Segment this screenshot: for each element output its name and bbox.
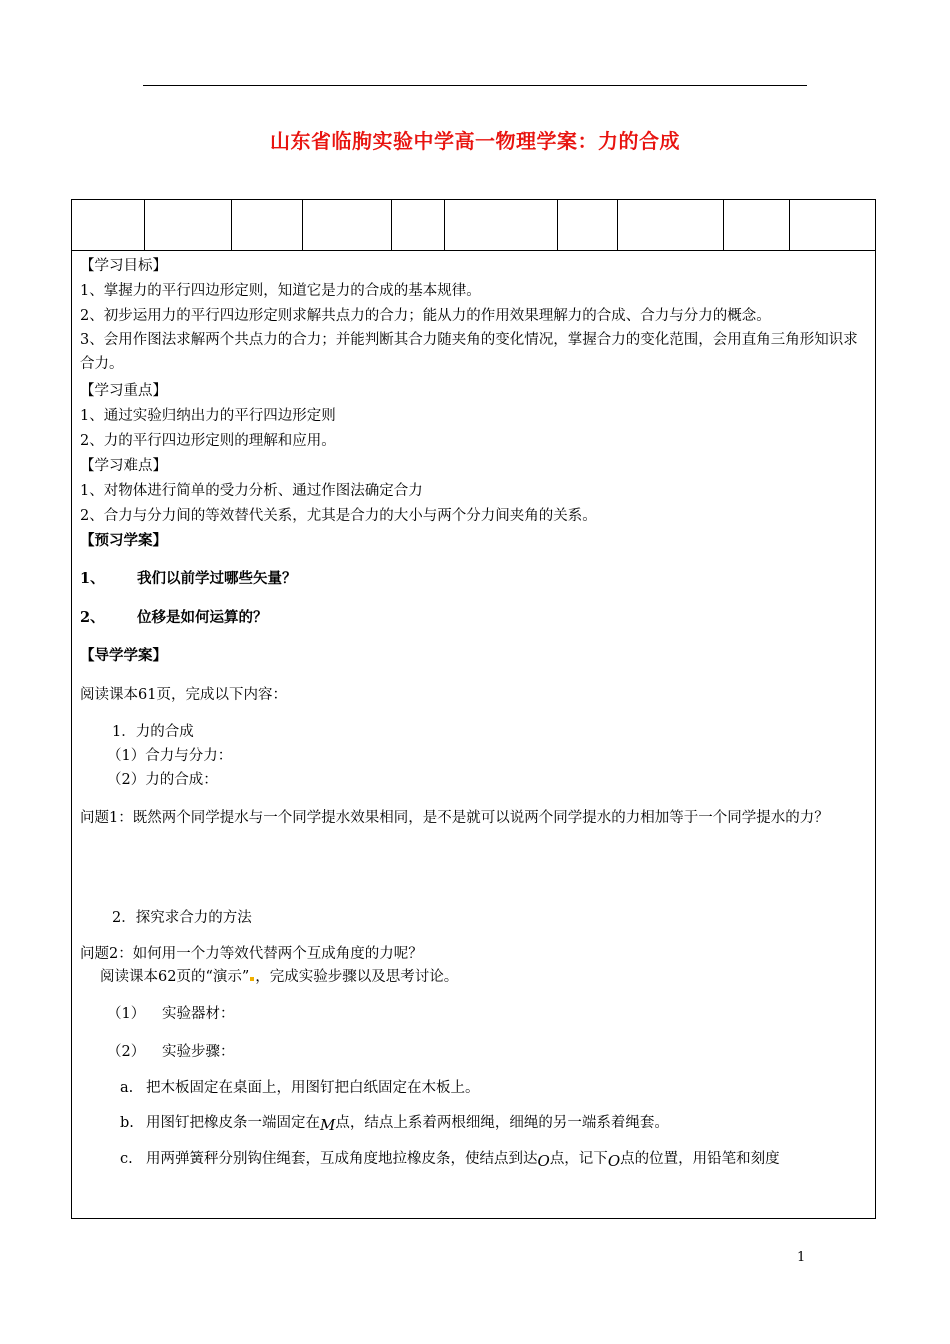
steps-item bbox=[107, 1042, 235, 1062]
section-1-item: （2）力的合成： bbox=[107, 772, 218, 788]
keypoint-item: 2、力的平行四边形定则的理解和应用。 bbox=[80, 433, 336, 449]
reading-instruction bbox=[100, 967, 458, 987]
keypoint-item: 1、通过实验归纳出力的平行四边形定则 bbox=[80, 408, 336, 424]
reading-instruction-part: ，完成实验步骤以及思考讨论。 bbox=[255, 969, 459, 985]
objective-item: 3、会用作图法求解两个共点力的合力；并能判断其合力随夹角的变化情况，掌握合力的变化范围，会用直角三角形知识求合力。 bbox=[80, 332, 858, 372]
top-rule bbox=[143, 85, 807, 86]
question-2: 问题2：如何用一个力等效代替两个互成角度的力呢？ bbox=[80, 946, 423, 962]
header-cell bbox=[445, 200, 558, 250]
page-title: 山东省临朐实验中学高一物理学案：力的合成 bbox=[270, 129, 680, 153]
header-row bbox=[72, 200, 875, 251]
keypoints-heading: 【学习重点】 bbox=[80, 383, 167, 399]
objectives-heading: 【学习目标】 bbox=[80, 258, 167, 274]
difficulty-item: 2、合力与分力间的等效替代关系，尤其是合力的大小与两个分力间夹角的关系。 bbox=[80, 508, 597, 524]
preview-item bbox=[80, 569, 297, 589]
worksheet-table bbox=[71, 199, 876, 1219]
step-label: b. bbox=[120, 1115, 134, 1131]
variable-o: O bbox=[607, 1152, 621, 1170]
header-cell bbox=[724, 200, 790, 250]
section-2-title: 2．探究求合力的方法 bbox=[112, 910, 252, 926]
step-a bbox=[120, 1078, 480, 1098]
step-label: a. bbox=[120, 1080, 134, 1096]
step-text: 用图钉把橡皮条一端固定在 bbox=[146, 1115, 320, 1131]
item-number: （1） bbox=[107, 1006, 146, 1022]
reading-instruction-part: 阅读课本62页的“演示” bbox=[100, 969, 250, 985]
item-text: 实验步骤： bbox=[162, 1044, 235, 1060]
variable-m: M bbox=[320, 1116, 336, 1134]
header-cell bbox=[145, 200, 232, 250]
objective-item: 2、初步运用力的平行四边形定则求解共点力的合力；能从力的作用效果理解力的合成、合力与分力的概念。 bbox=[80, 308, 771, 324]
step-c bbox=[120, 1148, 780, 1169]
objective-item: 1、掌握力的平行四边形定则，知道它是力的合成的基本规律。 bbox=[80, 283, 481, 299]
question-1: 问题1：既然两个同学提水与一个同学提水效果相同，是不是就可以说两个同学提水的力相加等于一个同学提水的力？ bbox=[80, 810, 829, 826]
item-text: 实验器材： bbox=[162, 1006, 235, 1022]
preview-heading: 【预习学案】 bbox=[80, 532, 167, 549]
item-number: （2） bbox=[107, 1044, 146, 1060]
step-b bbox=[120, 1112, 669, 1133]
section-1-item: （1）合力与分力： bbox=[107, 748, 233, 764]
step-label: c. bbox=[120, 1151, 133, 1167]
step-text: 点的位置，用铅笔和刻度 bbox=[620, 1151, 780, 1167]
preview-item-text: 位移是如何运算的？ bbox=[137, 609, 268, 626]
preview-item bbox=[80, 608, 268, 628]
guide-heading: 【导学学案】 bbox=[80, 647, 167, 664]
page-number: 1 bbox=[797, 1250, 806, 1265]
equipment-item bbox=[107, 1004, 235, 1024]
step-text: 点，记下 bbox=[549, 1151, 608, 1167]
header-cell bbox=[232, 200, 304, 250]
preview-item-number: 1、 bbox=[80, 570, 105, 587]
step-text: 点，结点上系着两根细绳，细绳的另一端系着绳套。 bbox=[335, 1115, 669, 1131]
difficulty-item: 1、对物体进行简单的受力分析、通过作图法确定合力 bbox=[80, 483, 423, 499]
header-cell bbox=[303, 200, 392, 250]
step-text: 把木板固定在桌面上，用图钉把白纸固定在木板上。 bbox=[146, 1080, 480, 1096]
header-cell bbox=[790, 200, 875, 250]
header-cell bbox=[392, 200, 445, 250]
header-cell bbox=[618, 200, 725, 250]
guide-intro: 阅读课本61页，完成以下内容： bbox=[80, 687, 287, 703]
variable-o: O bbox=[537, 1152, 550, 1170]
annotation-mark-icon bbox=[250, 977, 254, 981]
difficulties-heading: 【学习难点】 bbox=[80, 458, 167, 474]
step-text: 用两弹簧秤分别钩住绳套，互成角度地拉橡皮条，使结点到达 bbox=[146, 1151, 538, 1167]
header-cell bbox=[558, 200, 618, 250]
header-cell bbox=[72, 200, 145, 250]
section-1-title: 1．力的合成 bbox=[112, 724, 194, 740]
preview-item-text: 我们以前学过哪些矢量？ bbox=[137, 570, 297, 587]
preview-item-number: 2、 bbox=[80, 609, 105, 626]
